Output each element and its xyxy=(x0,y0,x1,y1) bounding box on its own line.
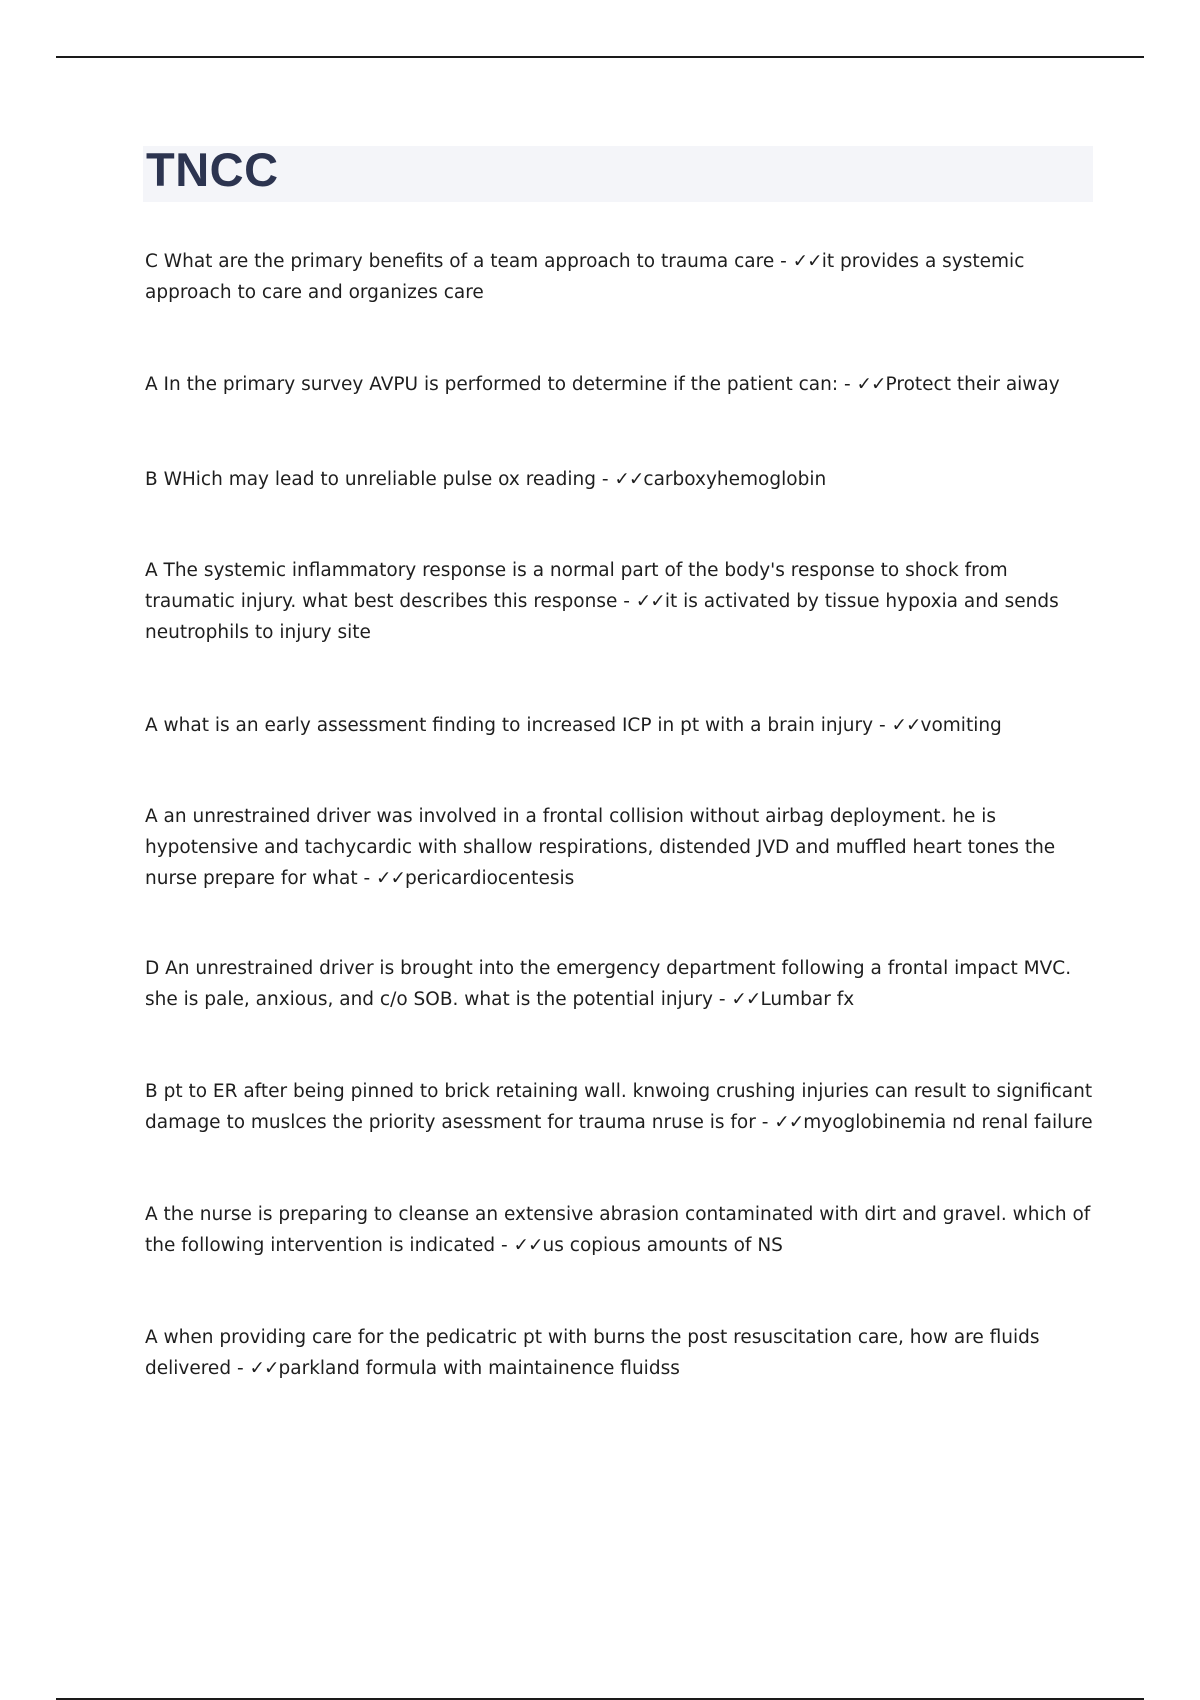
separator: - xyxy=(755,1112,775,1133)
question-text: A In the primary survey AVPU is performed to determine if the patient can: xyxy=(145,374,839,395)
qa-item xyxy=(145,953,1100,1015)
question-text: D An unrestrained driver is brought into the emergency department following a frontal impact MVC. she is pale, anxious, and c/o SOB. what is the potential injury xyxy=(145,958,1072,1010)
check-icon: ✓✓ xyxy=(614,469,644,490)
page-title: TNCC xyxy=(146,143,279,196)
separator: - xyxy=(231,1358,250,1379)
qa-item xyxy=(145,1076,1100,1138)
check-icon: ✓✓ xyxy=(792,251,822,272)
qa-item xyxy=(145,555,1100,648)
separator: - xyxy=(617,591,636,612)
question-text: B pt to ER after being pinned to brick retaining wall. knwoing crushing injuries can result to significant damage to muslces the priority asessment for trauma nruse is for xyxy=(145,1081,1093,1133)
check-icon: ✓✓ xyxy=(774,1112,804,1133)
check-icon: ✓✓ xyxy=(856,374,886,395)
check-icon: ✓✓ xyxy=(635,591,665,612)
separator: - xyxy=(357,868,377,889)
qa-item xyxy=(145,710,1100,741)
qa-item xyxy=(145,369,1100,400)
question-text: A what is an early assessment finding to increased ICP in pt with a brain injury xyxy=(145,715,874,736)
question-text: A when providing care for the pedicatric pt with burns the post resuscitation care, how are fluids delivered xyxy=(145,1327,1040,1379)
answer-text: Lumbar fx xyxy=(760,989,855,1010)
answer-text: pericardiocentesis xyxy=(405,868,575,889)
check-icon: ✓✓ xyxy=(376,868,406,889)
qa-item xyxy=(145,246,1100,308)
separator: - xyxy=(495,1235,514,1256)
question-text: A an unrestrained driver was involved in a frontal collision without airbag deployment. he is hypotensive and tachycardic with shallow respirations, distended JVD and muffled heart tones the nurse prepare for what xyxy=(145,806,1056,889)
answer-text: parkland formula with maintainence fluidss xyxy=(278,1358,680,1379)
answer-text: it provides a systemic approach to care and organizes care xyxy=(145,251,1025,303)
answer-text: it is activated by tissue hypoxia and sends neutrophils to injury site xyxy=(145,591,1059,643)
separator: - xyxy=(595,469,615,490)
qa-item xyxy=(145,464,1100,495)
question-text: A The systemic inflammatory response is a normal part of the body's response to shock from traumatic injury. what best describes this response xyxy=(145,560,1008,612)
qa-item xyxy=(145,801,1100,894)
separator: - xyxy=(838,374,857,395)
check-icon: ✓✓ xyxy=(249,1358,279,1379)
qa-item xyxy=(145,1322,1100,1384)
qa-item xyxy=(145,1199,1100,1261)
title-band xyxy=(143,146,1093,202)
answer-text: Protect their aiway xyxy=(885,374,1060,395)
answer-text: us copious amounts of NS xyxy=(542,1235,783,1256)
separator: - xyxy=(873,715,892,736)
answer-text: carboxyhemoglobin xyxy=(643,469,827,490)
answer-text: myoglobinemia nd renal failure xyxy=(803,1112,1093,1133)
question-text: B WHich may lead to unreliable pulse ox reading xyxy=(145,469,596,490)
top-divider xyxy=(56,56,1144,58)
check-icon: ✓✓ xyxy=(891,715,921,736)
question-text: C What are the primary benefits of a team approach to trauma care xyxy=(145,251,775,272)
separator: - xyxy=(774,251,793,272)
question-text: A the nurse is preparing to cleanse an extensive abrasion contaminated with dirt and gravel. which of the following intervention is indicated xyxy=(145,1204,1091,1256)
check-icon: ✓✓ xyxy=(513,1235,543,1256)
check-icon: ✓✓ xyxy=(731,989,761,1010)
answer-text: vomiting xyxy=(920,715,1002,736)
separator: - xyxy=(712,989,732,1010)
